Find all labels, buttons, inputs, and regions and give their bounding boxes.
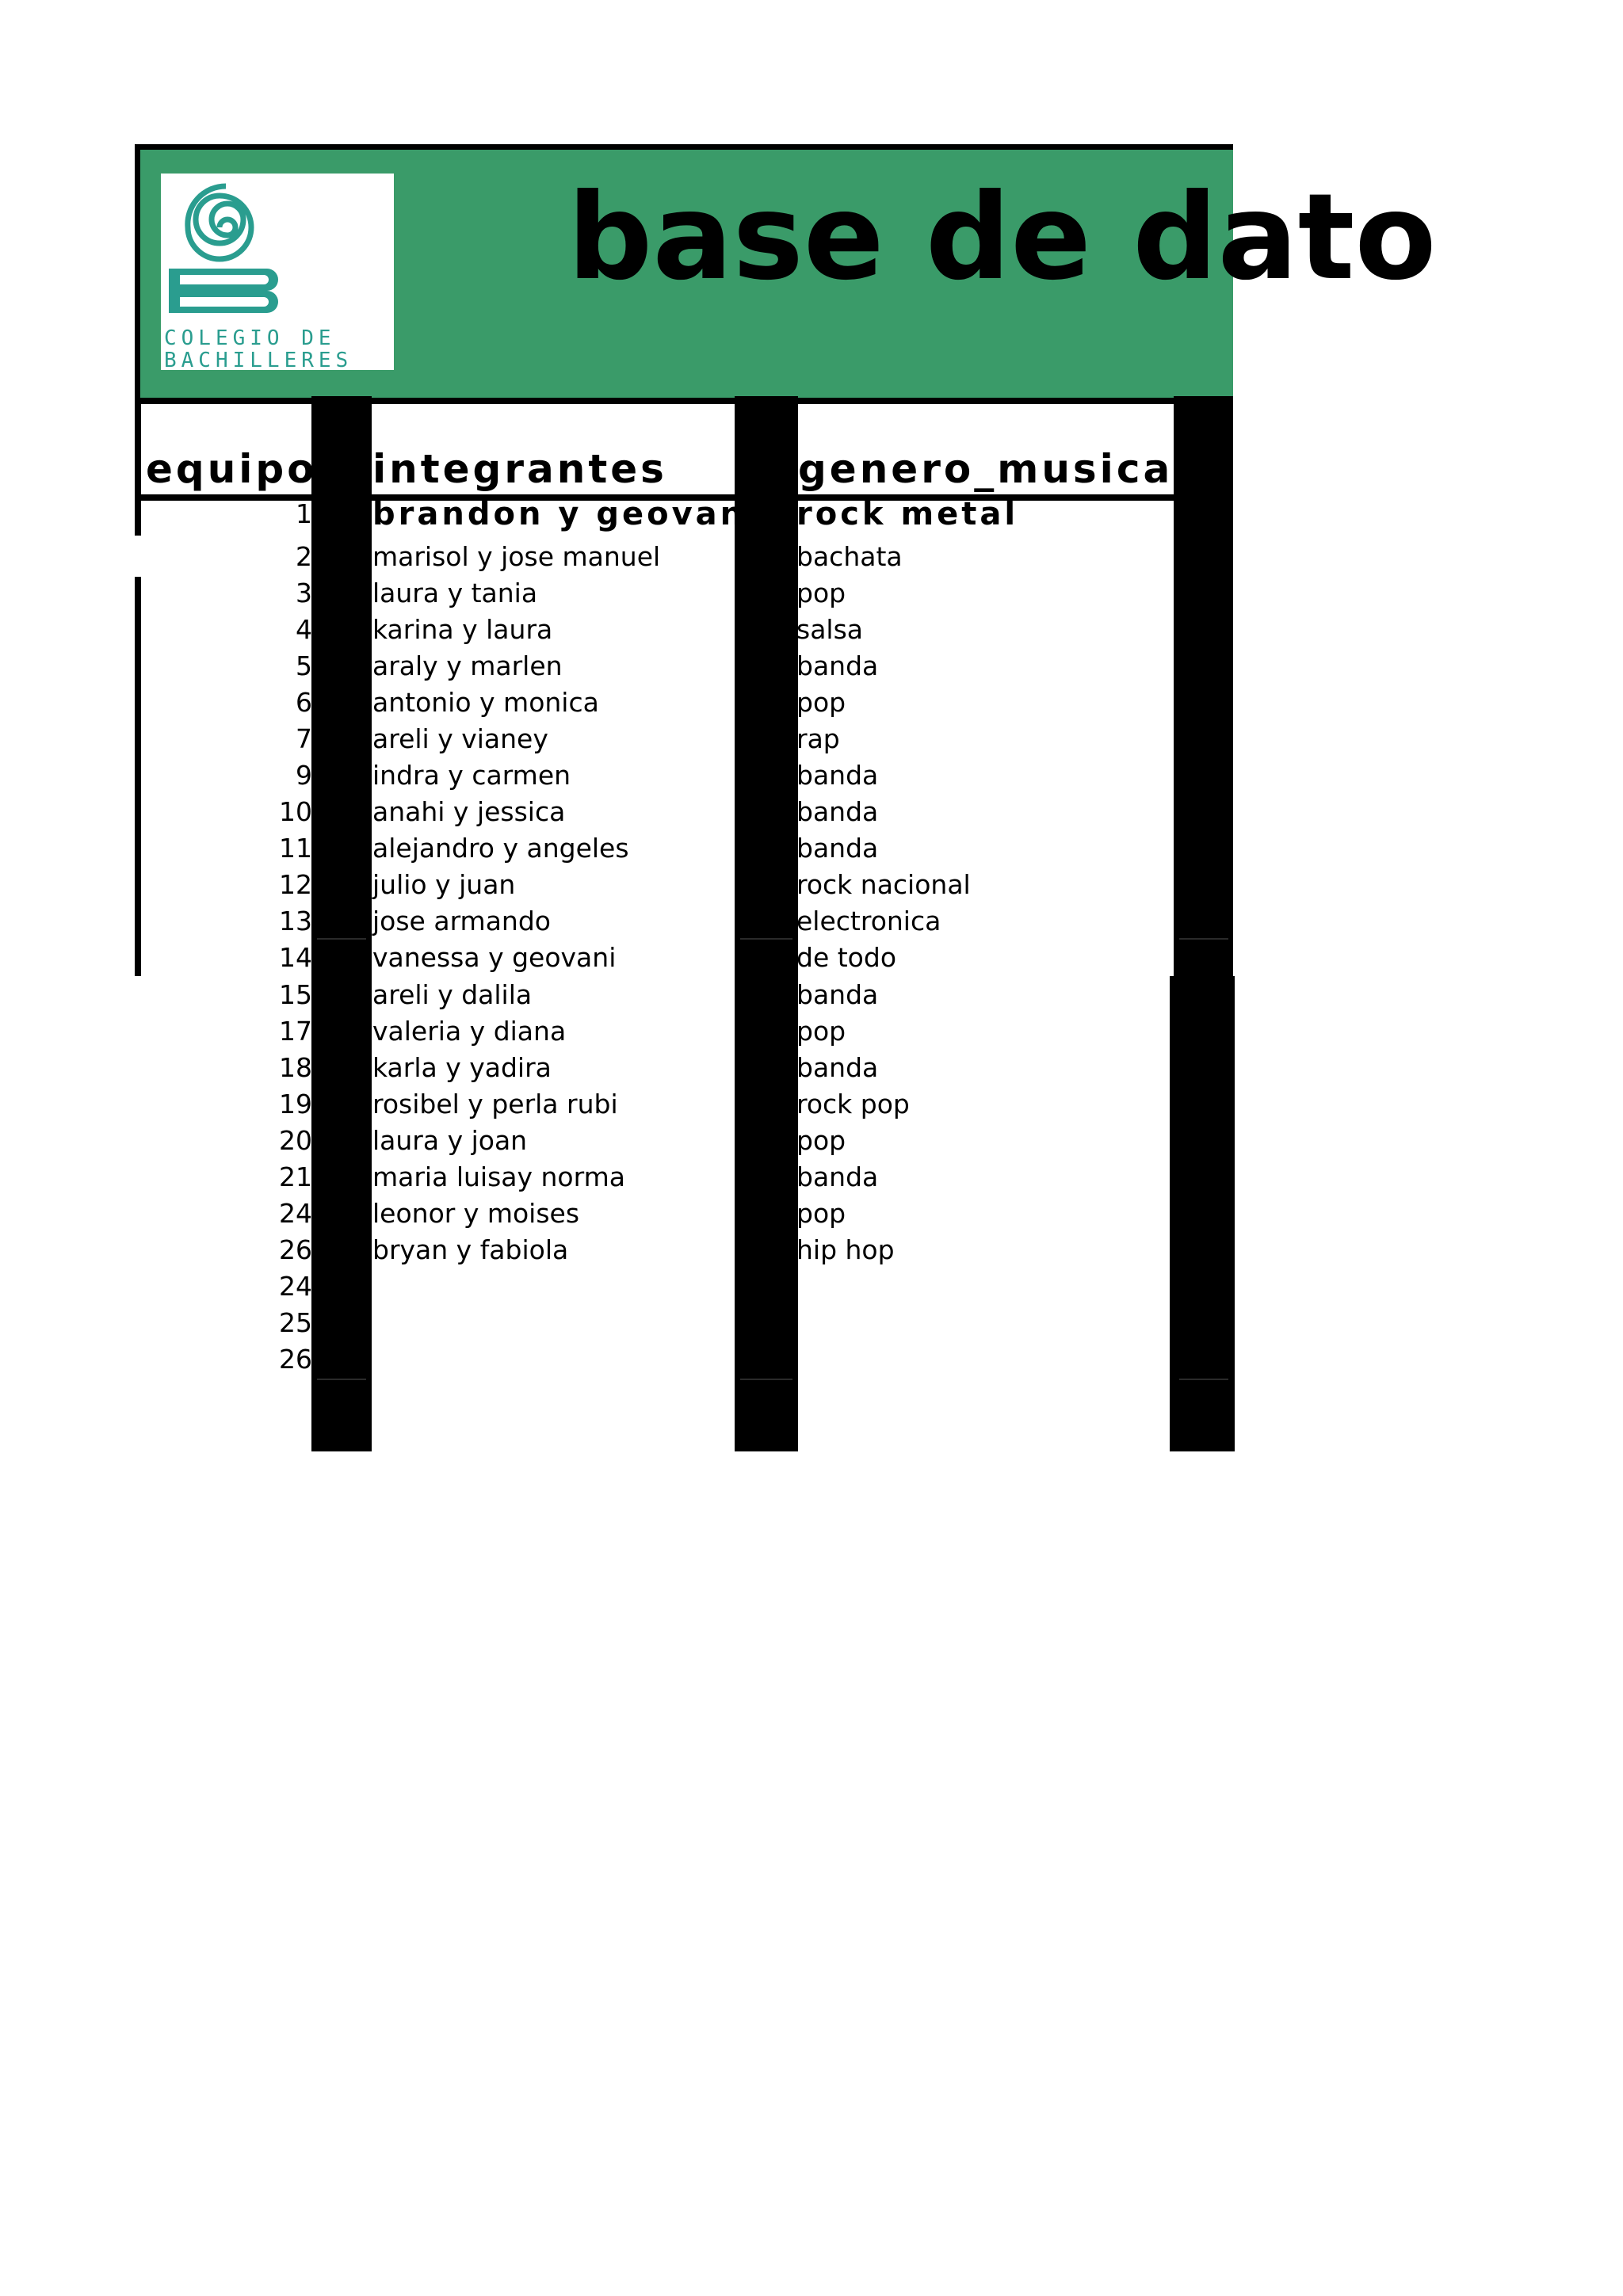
equipo-cell: 13 [279, 906, 312, 936]
equipo-cell: 26 [279, 1344, 312, 1375]
logo-text-line1: COLEGIO DE [164, 326, 336, 350]
equipo-cell: 20 [279, 1125, 312, 1156]
genero-cell: hip hop [796, 1234, 895, 1265]
equipo-cell: 3 [296, 578, 312, 608]
equipo-cell: 10 [279, 796, 312, 827]
equipo-cell: 14 [279, 942, 312, 973]
bar-gap-line [1179, 1379, 1228, 1380]
bar-gap-line [1179, 938, 1228, 940]
integrantes-cell: araly y marlen [372, 650, 563, 681]
equipo-cell: 26 [279, 1234, 312, 1265]
genero-cell: banda [796, 1161, 879, 1192]
equipo-cell: 9 [296, 760, 312, 791]
genero-cell: rap [796, 723, 840, 754]
left-border [135, 577, 141, 976]
genero-cell: pop [796, 578, 846, 608]
bar-gap-line [740, 938, 792, 940]
genero-cell: salsa [796, 614, 863, 645]
left-border [135, 499, 141, 536]
genero-cell: de todo [796, 942, 897, 973]
genero-cell: rock nacional [796, 869, 971, 900]
integrantes-cell: vanessa y geovani [372, 942, 617, 973]
integrantes-cell: areli y vianey [372, 723, 548, 754]
genero-cell: pop [796, 1125, 846, 1156]
integrantes-cell: areli y dalila [372, 979, 533, 1010]
genero-cell: banda [796, 979, 879, 1010]
genero-cell: pop [796, 1016, 846, 1047]
equipo-cell: 21 [279, 1161, 312, 1192]
column-divider-1 [311, 396, 372, 1451]
bar-gap-line [317, 938, 366, 940]
genero-cell: rock pop [796, 1089, 910, 1119]
equipo-cell: 24 [279, 1198, 312, 1229]
genero-cell: rock metal [796, 496, 1019, 532]
integrantes-cell: bryan y fabiola [372, 1234, 569, 1265]
integrantes-cell: marisol y jose manuel [372, 541, 661, 572]
genero-cell: banda [796, 833, 879, 864]
logo-text [164, 327, 394, 370]
bar-gap-line [740, 1379, 792, 1380]
equipo-cell: 15 [279, 979, 312, 1010]
header-equipo: equipo [146, 446, 318, 492]
equipo-cell: 17 [279, 1016, 312, 1047]
genero-cell: electronica [796, 906, 941, 936]
bar-gap-line [317, 1379, 366, 1380]
integrantes-cell: indra y carmen [372, 760, 571, 791]
header-integrantes: integrantes [372, 446, 667, 492]
genero-cell: banda [796, 650, 879, 681]
integrantes-cell: alejandro y angeles [372, 833, 629, 864]
integrantes-cell: laura y tania [372, 578, 538, 608]
colegio-de-bachilleres-logo [161, 174, 394, 370]
equipo-cell: 5 [296, 650, 312, 681]
column-divider-3b [1170, 976, 1235, 1451]
genero-cell: pop [796, 687, 846, 718]
integrantes-cell: leonor y moises [372, 1198, 580, 1229]
column-divider-2 [735, 396, 798, 1451]
equipo-cell: 12 [279, 869, 312, 900]
header-genero-musical: genero_musical [798, 446, 1190, 492]
genero-cell: bachata [796, 541, 903, 572]
integrantes-cell: karla y yadira [372, 1052, 552, 1083]
genero-cell: banda [796, 760, 879, 791]
equipo-cell: 11 [279, 833, 312, 864]
integrantes-cell: jose armando [372, 906, 551, 936]
integrantes-cell: brandon y geovani [372, 496, 760, 532]
equipo-cell: 4 [296, 614, 312, 645]
equipo-cell: 18 [279, 1052, 312, 1083]
equipo-cell: 2 [296, 541, 312, 572]
integrantes-cell: antonio y monica [372, 687, 599, 718]
page-title: base de dato [567, 169, 1437, 307]
equipo-cell: 1 [296, 498, 312, 529]
integrantes-cell: julio y juan [372, 869, 516, 900]
logo-text-line2: BACHILLERES [164, 349, 353, 372]
integrantes-cell: valeria y diana [372, 1016, 567, 1047]
genero-cell: pop [796, 1198, 846, 1229]
genero-cell: banda [796, 1052, 879, 1083]
integrantes-cell: laura y joan [372, 1125, 528, 1156]
equipo-cell: 24 [279, 1271, 312, 1302]
equipo-cell: 6 [296, 687, 312, 718]
genero-cell: banda [796, 796, 879, 827]
equipo-cell: 19 [279, 1089, 312, 1119]
equipo-cell: 7 [296, 723, 312, 754]
integrantes-cell: rosibel y perla rubi [372, 1089, 618, 1119]
equipo-cell: 25 [279, 1307, 312, 1338]
integrantes-cell: karina y laura [372, 614, 553, 645]
integrantes-cell: maria luisay norma [372, 1161, 625, 1192]
integrantes-cell: anahi y jessica [372, 796, 566, 827]
